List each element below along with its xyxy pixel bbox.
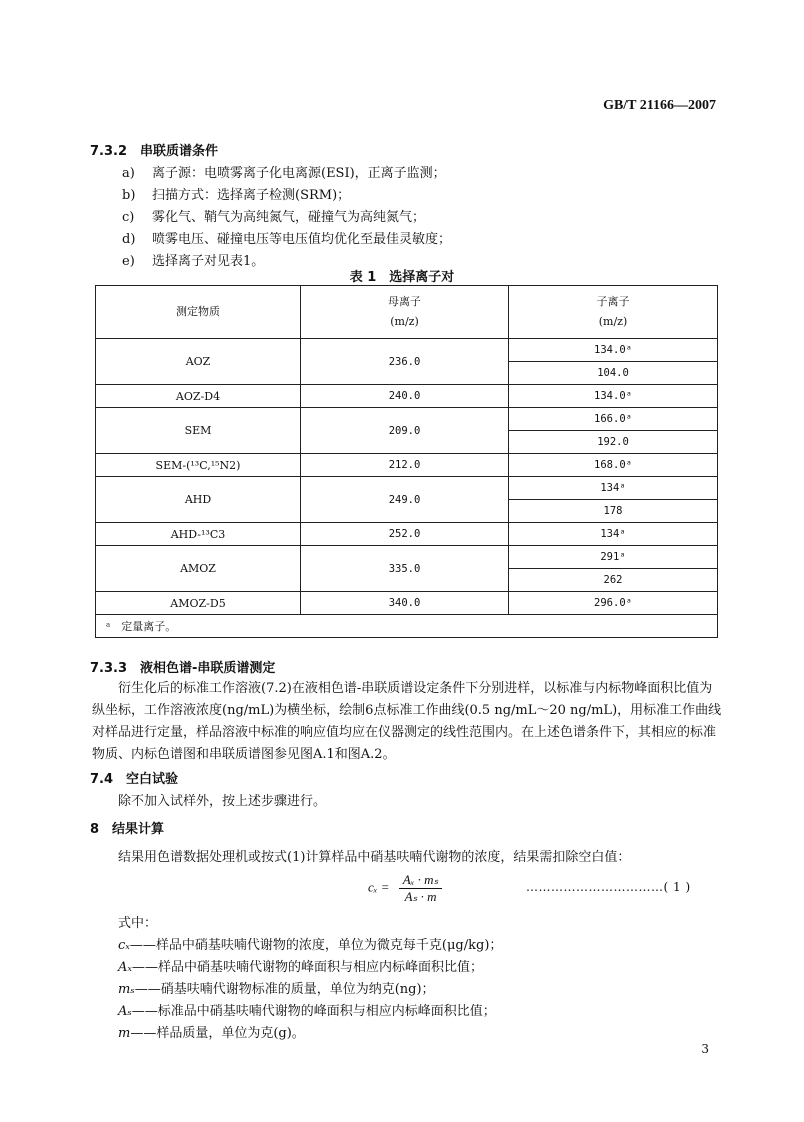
cell-child: 134.0ᵃ xyxy=(509,385,718,408)
definition-symbol: m xyxy=(118,1026,131,1041)
table-caption: 表 1 选择离子对 xyxy=(349,270,455,285)
section-7-4-title: 7.4 空白试验 xyxy=(90,772,179,787)
definition-item xyxy=(118,934,502,953)
cell-parent: 209.0 xyxy=(301,408,509,454)
cell-parent: 240.0 xyxy=(301,385,509,408)
list-item-label: e) xyxy=(122,254,135,269)
list-item xyxy=(122,184,350,203)
table-row xyxy=(96,523,718,546)
cell-substance: SEM xyxy=(96,408,301,454)
cell-substance: AOZ xyxy=(96,339,301,385)
list-item-label: b) xyxy=(122,188,136,203)
table-row xyxy=(96,546,718,569)
cell-child: 291ᵃ xyxy=(509,546,718,569)
cell-child: 262 xyxy=(509,569,718,592)
section-7-3-3-title: 7.3.3 液相色谱-串联质谱测定 xyxy=(90,661,276,676)
definition-item xyxy=(118,1000,496,1019)
definition-text: ——样品中硝基呋喃代谢物的峰面积与相应内标峰面积比值； xyxy=(132,960,484,975)
header-parent-ion: 母离子 (m/z) xyxy=(301,286,509,339)
list-item-label: d) xyxy=(122,232,136,247)
section-7-3-3-body: 衍生化后的标准工作溶液(7.2)在液相色谱-串联质谱设定条件下分别进样，以标准与内标物峰面积比值为纵坐标，工作溶液浓度(ng/mL)为横坐标，绘制6点标准工作曲线(0.5 ng/mL～20 ng/mL)，用标准工作曲线对样品进行定量，样品溶液中标准的响应值均应在仪器测定的线性范围内。在上述色谱条件下，其相应的标准物质、内标色谱图和串联质谱图参见图A.1和图A.2。 xyxy=(92,681,722,762)
cell-parent: 212.0 xyxy=(301,454,509,477)
cell-parent: 249.0 xyxy=(301,477,509,523)
list-item-label: c) xyxy=(122,210,135,225)
definition-item xyxy=(118,1022,305,1041)
list-item xyxy=(122,162,446,181)
cell-substance: AMOZ xyxy=(96,546,301,592)
cell-parent: 236.0 xyxy=(301,339,509,385)
table-row xyxy=(96,339,718,362)
page-number: 3 xyxy=(701,1042,709,1056)
definition-symbol: Aₛ xyxy=(118,1004,132,1019)
cell-child: 134ᵃ xyxy=(509,523,718,546)
ion-pair-table xyxy=(95,285,718,638)
section-7-4-body: 除不加入试样外，按上述步骤进行。 xyxy=(118,794,327,809)
section-8-intro: 结果用色谱数据处理机或按式(1)计算样品中硝基呋喃代谢物的浓度，结果需扣除空白值： xyxy=(118,850,631,865)
cell-child: 104.0 xyxy=(509,362,718,385)
table-footnote: ᵃ 定量离子。 xyxy=(96,615,718,638)
formula xyxy=(368,872,442,905)
table-row xyxy=(96,408,718,431)
cell-child: 134ᵃ xyxy=(509,477,718,500)
header-substance: 测定物质 xyxy=(96,286,301,339)
definition-text: ——样品质量，单位为克(g)。 xyxy=(130,1026,305,1041)
list-item xyxy=(122,228,451,247)
cell-substance: AOZ-D4 xyxy=(96,385,301,408)
definition-item xyxy=(118,956,483,975)
list-item-label: a) xyxy=(122,166,135,181)
header-daughter-ion: 子离子 (m/z) xyxy=(509,286,718,339)
definition-item xyxy=(118,978,435,997)
cell-child: 296.0ᵃ xyxy=(509,592,718,615)
cell-child: 178 xyxy=(509,500,718,523)
list-item-text: 喷雾电压、碰撞电压等电压值均优化至最佳灵敏度； xyxy=(152,232,452,247)
cell-substance: AHD-¹³C3 xyxy=(96,523,301,546)
cell-substance: AHD xyxy=(96,477,301,523)
where-label: 式中： xyxy=(118,916,158,931)
table-row xyxy=(96,385,718,408)
formula-denominator: Aₛ · m xyxy=(404,889,437,904)
table-row xyxy=(96,454,718,477)
definition-text: ——标准品中硝基呋喃代谢物的峰面积与相应内标峰面积比值； xyxy=(131,1004,496,1019)
list-item-text: 雾化气、鞘气为高纯氮气，碰撞气为高纯氮气； xyxy=(152,210,426,225)
table-row xyxy=(96,592,718,615)
cell-child: 192.0 xyxy=(509,431,718,454)
cell-substance: AMOZ-D5 xyxy=(96,592,301,615)
formula-lhs: cₓ = xyxy=(368,879,390,895)
formula-fraction xyxy=(399,872,443,905)
cell-parent: 252.0 xyxy=(301,523,509,546)
list-item-text: 选择离子对见表1。 xyxy=(152,254,265,269)
formula-number: ……………………………( 1 ) xyxy=(526,880,691,894)
definition-symbol: cₓ xyxy=(118,938,130,953)
cell-parent: 340.0 xyxy=(301,592,509,615)
cell-substance: SEM-(¹³C,¹⁵N2) xyxy=(96,454,301,477)
cell-parent: 335.0 xyxy=(301,546,509,592)
table-footnote-row xyxy=(96,615,718,638)
section-7-3-2-title: 7.3.2 串联质谱条件 xyxy=(90,144,219,159)
table-row xyxy=(96,477,718,500)
definition-symbol: mₛ xyxy=(118,982,135,997)
list-item-text: 扫描方式：选择离子检测(SRM)； xyxy=(152,188,351,203)
list-item-text: 离子源：电喷雾离子化电离源(ESI)，正离子监测； xyxy=(152,166,446,181)
cell-child: 134.0ᵃ xyxy=(509,339,718,362)
table-header-row xyxy=(96,286,718,339)
cell-child: 166.0ᵃ xyxy=(509,408,718,431)
formula-numerator: Aₓ · mₛ xyxy=(399,872,443,889)
definition-text: ——硝基呋喃代谢物标准的质量，单位为纳克(ng)； xyxy=(134,982,435,997)
cell-child: 168.0ᵃ xyxy=(509,454,718,477)
standard-number: GB/T 21166—2007 xyxy=(603,98,716,113)
list-item xyxy=(122,206,425,225)
section-8-title: 8 结果计算 xyxy=(90,822,165,837)
definition-symbol: Aₓ xyxy=(118,960,133,975)
definition-text: ——样品中硝基呋喃代谢物的浓度，单位为微克每千克(μg/kg)； xyxy=(129,938,503,953)
